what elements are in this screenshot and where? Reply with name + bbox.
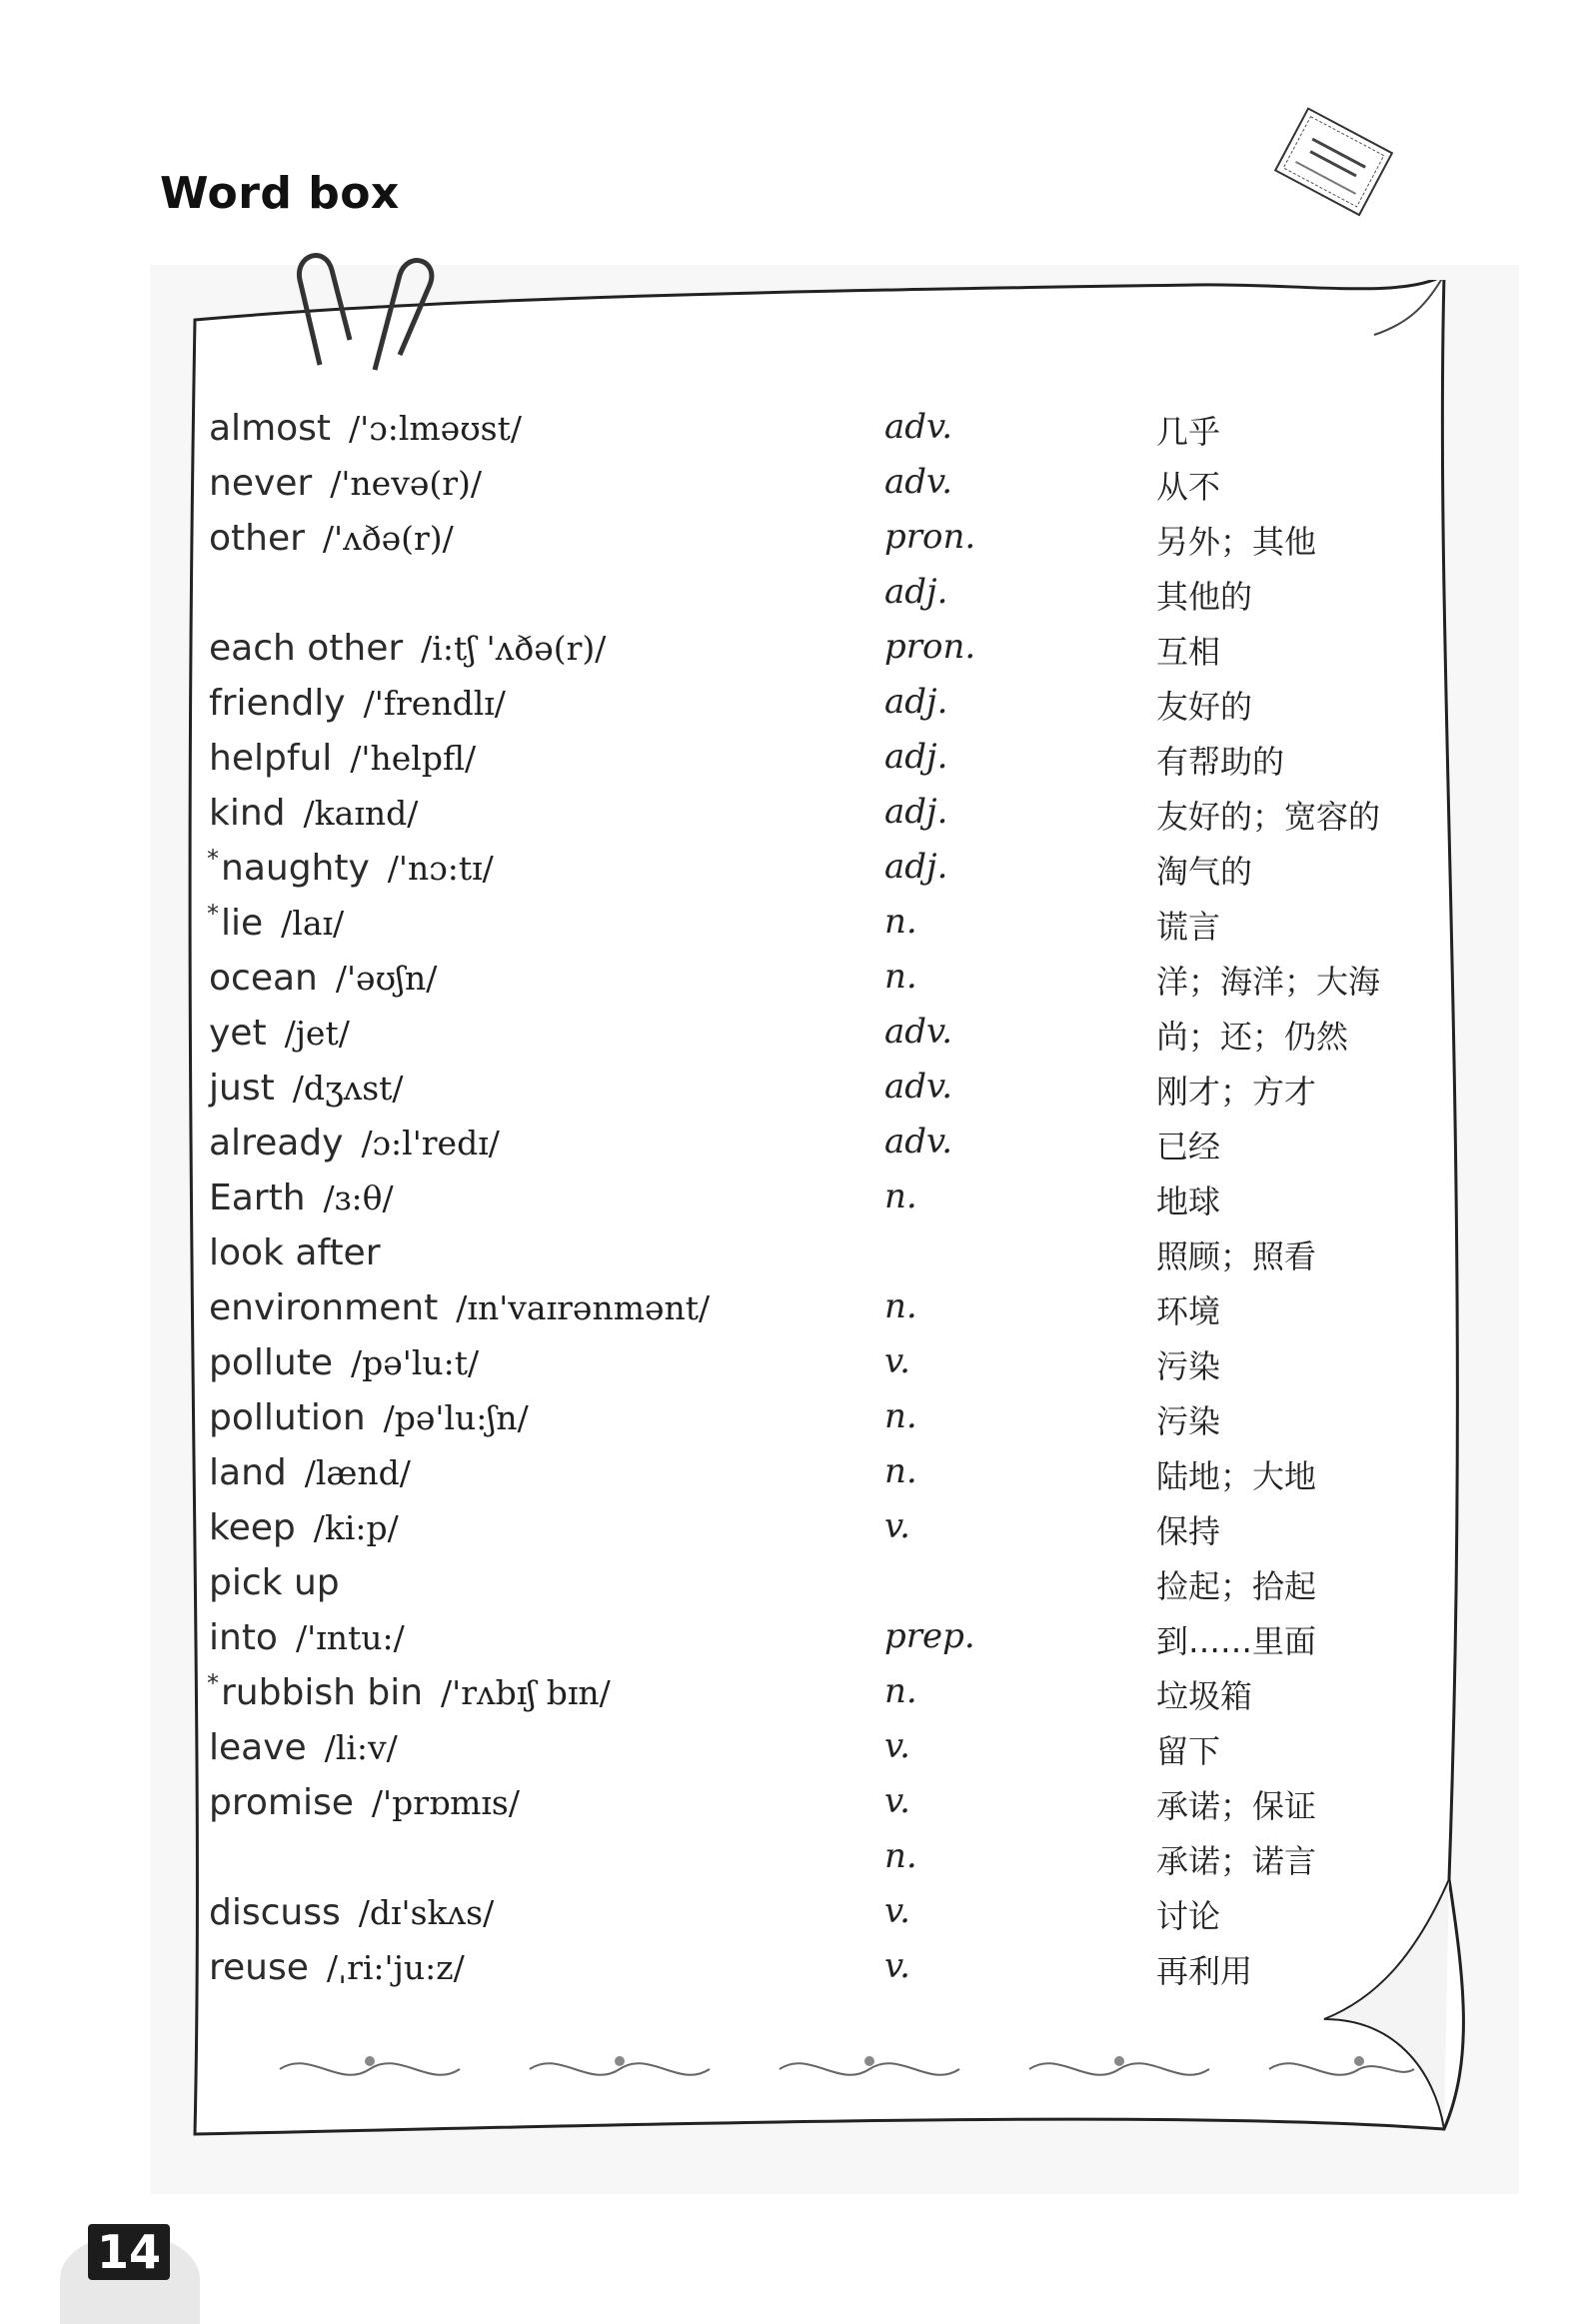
word-text: each other [209, 628, 404, 669]
word-text: pollution [209, 1397, 366, 1438]
word-text: land [209, 1452, 287, 1493]
page-title: Word box [160, 168, 400, 219]
phonetic: /'nevə(r)/ [330, 464, 483, 503]
part-of-speech: prep. [884, 1616, 975, 1656]
chinese-meaning: 污染 [1156, 1347, 1221, 1385]
part-of-speech: n. [884, 1836, 917, 1876]
part-of-speech: n. [884, 957, 917, 997]
phonetic: /dɪ'skʌs/ [358, 1893, 495, 1932]
word-text: helpful [209, 738, 333, 779]
word-text: Earth [209, 1177, 306, 1218]
word-text: lie [221, 903, 264, 944]
word-entry [207, 1394, 529, 1438]
phonetic: /'ɔ:lməʊst/ [349, 409, 522, 448]
word-row [207, 1120, 1436, 1174]
word-entry [207, 1834, 227, 1878]
part-of-speech: v. [884, 1341, 910, 1381]
word-entry [207, 1724, 398, 1768]
word-row [207, 1504, 1436, 1559]
word-text: discuss [209, 1892, 341, 1933]
word-text: other [209, 518, 305, 559]
word-entry [207, 1779, 520, 1823]
word-text: rubbish bin [221, 1672, 424, 1713]
word-text: almost [209, 408, 332, 449]
phonetic: /ɜ:θ/ [323, 1178, 394, 1217]
part-of-speech: n. [884, 1286, 917, 1326]
word-entry [207, 1284, 710, 1328]
word-entry [207, 570, 227, 614]
word-text: just [209, 1068, 275, 1109]
word-row [207, 1779, 1436, 1834]
word-row [207, 1174, 1436, 1229]
word-entry [207, 1614, 405, 1658]
chinese-meaning: 环境 [1156, 1292, 1221, 1330]
part-of-speech: v. [884, 1726, 910, 1766]
part-of-speech: pron. [884, 627, 976, 667]
word-entry [207, 1559, 358, 1603]
word-row [207, 1724, 1436, 1779]
word-text: never [209, 463, 313, 504]
page-number: 14 [88, 2224, 170, 2280]
chinese-meaning: 几乎 [1156, 413, 1221, 451]
part-of-speech: n. [884, 1451, 917, 1491]
word-row [207, 515, 1436, 570]
chinese-meaning: 保持 [1156, 1512, 1221, 1550]
word-text: keep [209, 1507, 296, 1548]
chinese-meaning: 已经 [1156, 1128, 1221, 1165]
word-row [207, 405, 1436, 460]
paper-clip-icon [280, 240, 450, 380]
part-of-speech: adj. [884, 572, 948, 612]
phonetic: /'helpfl/ [350, 739, 477, 778]
word-row [207, 570, 1436, 625]
part-of-speech: adj. [884, 737, 948, 777]
book-stamp-icon [1254, 100, 1404, 230]
word-row [207, 735, 1436, 790]
word-entry [207, 1449, 411, 1493]
phonetic: /dʒʌst/ [292, 1069, 404, 1108]
chinese-meaning: 互相 [1156, 633, 1221, 671]
chinese-meaning: 再利用 [1156, 1952, 1253, 1990]
part-of-speech: n. [884, 1396, 917, 1436]
star-mark: * [207, 1669, 219, 1697]
word-entry [207, 680, 506, 724]
word-row [207, 1284, 1436, 1339]
chinese-meaning: 留下 [1156, 1732, 1221, 1770]
part-of-speech: adv. [884, 462, 953, 502]
phonetic: /'prɒmɪs/ [371, 1783, 520, 1822]
part-of-speech: adj. [884, 847, 948, 887]
word-entry [207, 405, 522, 449]
phonetic: /pə'lu:t/ [350, 1343, 480, 1382]
chinese-meaning: 讨论 [1156, 1897, 1221, 1935]
part-of-speech: v. [884, 1891, 910, 1931]
part-of-speech: v. [884, 1506, 910, 1546]
phonetic: /ki:p/ [313, 1508, 399, 1547]
phonetic: /'frendlɪ/ [363, 684, 506, 723]
word-entry [207, 1889, 494, 1933]
phonetic: /kaɪnd/ [303, 794, 419, 833]
word-row [207, 1010, 1436, 1065]
chinese-meaning: 陆地；大地 [1156, 1457, 1317, 1495]
chinese-meaning: 到……里面 [1156, 1622, 1317, 1660]
word-row [207, 1559, 1436, 1614]
phonetic: /ɔ:l'redɪ/ [361, 1124, 500, 1162]
word-row [207, 1229, 1436, 1284]
word-row [207, 1065, 1436, 1120]
word-text: already [209, 1123, 344, 1163]
word-row [207, 1889, 1436, 1944]
word-entry [207, 515, 454, 559]
star-mark: * [207, 845, 219, 873]
word-entry [207, 1174, 394, 1218]
word-entry [207, 1065, 404, 1109]
word-text: promise [209, 1782, 354, 1823]
word-row [207, 845, 1436, 900]
part-of-speech: adv. [884, 1012, 953, 1052]
word-text: pollute [209, 1342, 333, 1383]
phonetic: /lænd/ [304, 1453, 411, 1492]
word-row [207, 1834, 1436, 1889]
chinese-meaning: 洋；海洋；大海 [1156, 963, 1381, 1001]
lotus-border-decoration [270, 2039, 1419, 2099]
word-entry [207, 955, 437, 999]
part-of-speech: v. [884, 1781, 910, 1821]
part-of-speech: adv. [884, 407, 953, 447]
part-of-speech: adj. [884, 682, 948, 722]
word-text: into [209, 1617, 278, 1658]
chinese-meaning: 其他的 [1156, 578, 1253, 616]
word-entry [207, 1669, 611, 1713]
word-text: kind [209, 793, 286, 834]
word-row [207, 790, 1436, 845]
chinese-meaning: 另外；其他 [1156, 523, 1317, 561]
word-row [207, 1944, 1436, 1999]
phonetic: /'ʌðə(r)/ [322, 519, 454, 558]
chinese-meaning: 垃圾箱 [1156, 1677, 1253, 1715]
word-entry [207, 1229, 399, 1273]
word-row [207, 460, 1436, 515]
word-entry [207, 735, 476, 779]
word-entry [207, 460, 482, 504]
phonetic: /ˌri:'ju:z/ [326, 1948, 465, 1987]
chinese-meaning: 友好的 [1156, 688, 1253, 726]
word-row [207, 1394, 1436, 1449]
part-of-speech: adv. [884, 1067, 953, 1107]
part-of-speech: n. [884, 1671, 917, 1711]
word-row [207, 680, 1436, 735]
word-row [207, 1669, 1436, 1724]
word-entry [207, 845, 494, 889]
part-of-speech: adj. [884, 792, 948, 832]
word-entry [207, 1339, 479, 1383]
part-of-speech: pron. [884, 517, 976, 557]
chinese-meaning: 捡起；拾起 [1156, 1567, 1317, 1605]
word-row [207, 625, 1436, 680]
chinese-meaning: 地球 [1156, 1182, 1221, 1220]
word-row [207, 900, 1436, 955]
chinese-meaning: 谎言 [1156, 908, 1221, 946]
word-entry [207, 1010, 350, 1054]
chinese-meaning: 友好的；宽容的 [1156, 798, 1381, 836]
chinese-meaning: 尚；还；仍然 [1156, 1018, 1349, 1056]
word-entry [207, 1504, 399, 1548]
word-list [207, 405, 1436, 1999]
chinese-meaning: 从不 [1156, 468, 1221, 506]
word-text: friendly [209, 683, 346, 724]
word-text: naughty [221, 848, 370, 889]
phonetic: /laɪ/ [281, 904, 345, 943]
part-of-speech: adv. [884, 1122, 953, 1162]
word-entry [207, 790, 418, 834]
word-text: environment [209, 1287, 439, 1328]
chinese-meaning: 照顾；照看 [1156, 1237, 1317, 1275]
phonetic: /li:v/ [324, 1728, 398, 1767]
word-text: yet [209, 1013, 267, 1054]
chinese-meaning: 淘气的 [1156, 853, 1253, 891]
phonetic: /jet/ [284, 1014, 350, 1053]
word-text: look after [209, 1232, 381, 1273]
word-text: pick up [209, 1562, 340, 1603]
chinese-meaning: 有帮助的 [1156, 743, 1285, 781]
phonetic: /pə'lu:ʃn/ [383, 1398, 529, 1437]
word-row [207, 1614, 1436, 1669]
part-of-speech: n. [884, 902, 917, 942]
phonetic: /'əʊʃn/ [335, 959, 438, 998]
phonetic: /'ɪntu:/ [295, 1618, 405, 1657]
word-text: ocean [209, 958, 318, 999]
phonetic: /'nɔ:tɪ/ [387, 849, 494, 888]
phonetic: /i:tʃ 'ʌðə(r)/ [421, 629, 607, 668]
chinese-meaning: 承诺；诺言 [1156, 1842, 1317, 1880]
chinese-meaning: 污染 [1156, 1402, 1221, 1440]
part-of-speech: v. [884, 1946, 910, 1986]
word-row [207, 955, 1436, 1010]
phonetic: /'rʌbɪʃ bɪn/ [441, 1673, 611, 1712]
word-entry [207, 625, 606, 669]
phonetic: /ɪn'vaɪrənmənt/ [456, 1288, 711, 1327]
word-entry [207, 1944, 465, 1988]
chinese-meaning: 承诺；保证 [1156, 1787, 1317, 1825]
chinese-meaning: 刚才；方才 [1156, 1073, 1317, 1111]
star-mark: * [207, 900, 219, 928]
word-text: leave [209, 1727, 307, 1768]
part-of-speech: n. [884, 1176, 917, 1216]
word-row [207, 1339, 1436, 1394]
word-row [207, 1449, 1436, 1504]
word-entry [207, 1120, 500, 1163]
word-text: reuse [209, 1947, 309, 1988]
word-entry [207, 900, 344, 944]
